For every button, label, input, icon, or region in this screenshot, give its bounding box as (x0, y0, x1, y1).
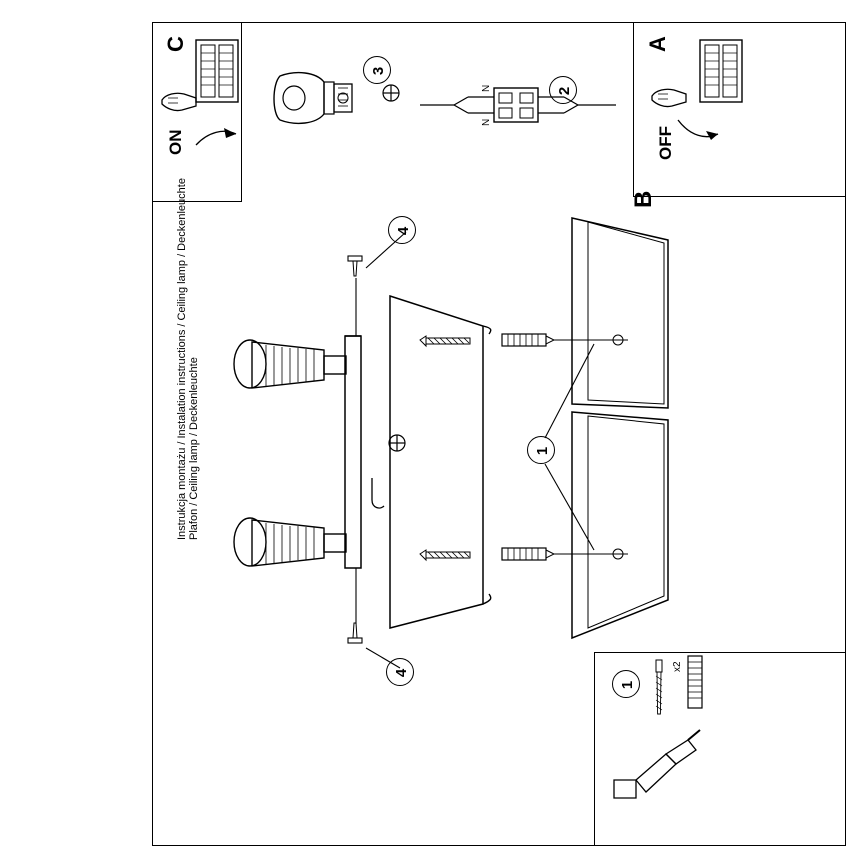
step-2-number: 2 (555, 86, 573, 96)
product-caption-line2: Plafon / Ceiling lamp / Deckenleuchte (188, 357, 200, 540)
step-4-number-bottom: 4 (392, 668, 410, 678)
panel-a-state-text: OFF (656, 126, 675, 160)
step-3-number: 3 (369, 66, 387, 76)
panel-b-label: B (630, 190, 657, 208)
panel-c-state-text: ON (166, 129, 185, 155)
parts-box-step-number: 1 (618, 680, 636, 690)
terminal-mark-left: N (481, 84, 492, 92)
step-4-number-top: 4 (394, 226, 412, 236)
panel-c-label: C (163, 36, 188, 52)
product-caption-line1: Instrukcja montażu / Instalation instructions / Ceiling lamp / Deckenleuchte (176, 178, 188, 540)
terminal-mark-right: N (481, 118, 492, 126)
panel-a-label: A (645, 36, 670, 52)
parts-quantity-label: x2 (672, 661, 683, 672)
step-1-number-main: 1 (533, 446, 551, 456)
